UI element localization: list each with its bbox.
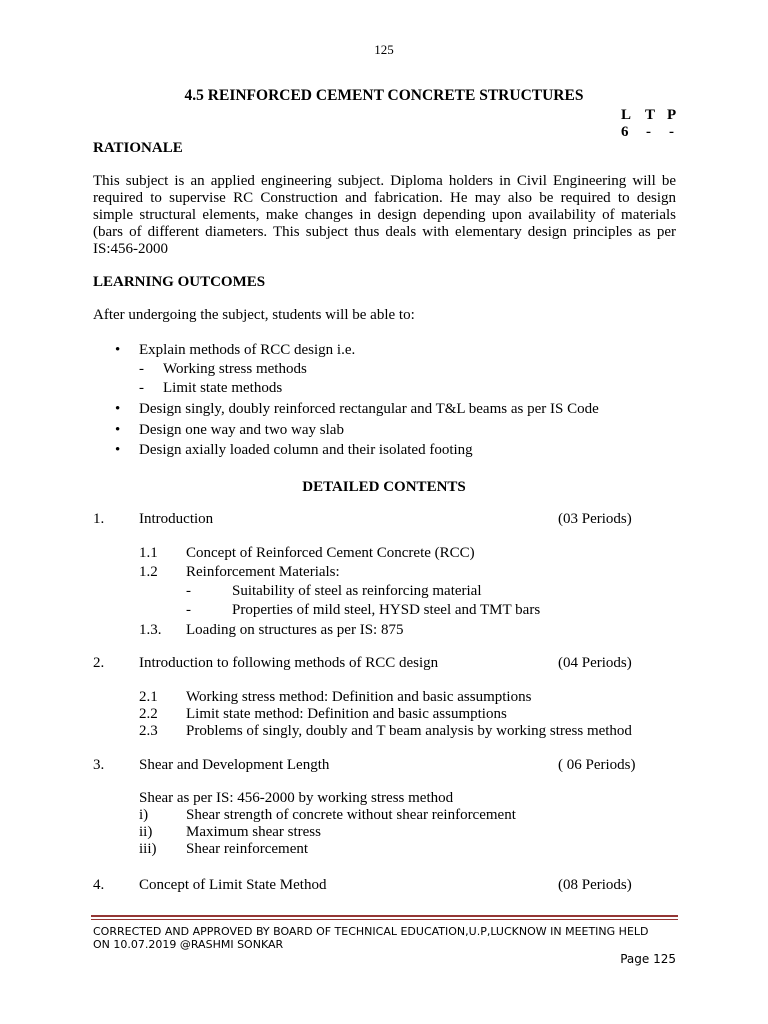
outcome-subitem: Working stress methods [163, 361, 307, 377]
dash-icon: - [186, 583, 191, 599]
unit-title: Concept of Limit State Method [139, 877, 327, 893]
unit-number: 3. [93, 757, 105, 773]
ltp-value-l: 6 [621, 124, 629, 140]
unit-number: 2. [93, 655, 105, 671]
sub-text: Working stress method: Definition and basic assumptions [186, 689, 532, 705]
unit-title: Introduction [139, 511, 214, 527]
sub-text: Limit state method: Definition and basic assumptions [186, 706, 507, 722]
sub-number: 1.3. [139, 622, 162, 638]
sub-text: Loading on structures as per IS: 875 [186, 622, 404, 638]
rationale-line: required to supervise RC Construction and fabrication. He may also be required to design [93, 190, 676, 206]
rationale-heading: RATIONALE [93, 140, 183, 156]
rationale-paragraph [93, 173, 676, 258]
sub-number: 2.2 [139, 706, 158, 722]
sub-text: Concept of Reinforced Cement Concrete (RCC) [186, 545, 475, 561]
unit-periods: (03 Periods) [558, 511, 632, 527]
outcome-subitem: Limit state methods [163, 380, 283, 396]
rationale-line: simple structural elements, make changes in design depending upon availability of materials [93, 207, 676, 223]
unit-number: 1. [93, 511, 105, 527]
rationale-line: This subject is an applied engineering subject. Diploma holders in Civil Engineering will be [93, 173, 676, 189]
sub-text: Maximum shear stress [186, 824, 321, 840]
sub-text: Shear reinforcement [186, 841, 309, 857]
unit-title: Shear and Development Length [139, 757, 330, 773]
dash-icon: - [186, 602, 191, 618]
outcome-item: Design singly, doubly reinforced rectangular and T&L beams as per IS Code [139, 401, 599, 417]
sub-number: 1.2 [139, 564, 158, 580]
bullet-icon: • [115, 401, 121, 417]
dash-item: Suitability of steel as reinforcing material [232, 583, 482, 599]
unit-number: 4. [93, 877, 105, 893]
footer-page-label: Page 125 [620, 952, 676, 966]
footer-line-2: ON 10.07.2019 @RASHMI SONKAR [93, 938, 284, 951]
dash-icon: - [139, 380, 144, 396]
sub-number: i) [139, 807, 149, 823]
page-title: 4.5 REINFORCED CEMENT CONCRETE STRUCTURES [184, 87, 584, 104]
ltp-value-t: - [646, 124, 651, 140]
footer-rule-thin [91, 919, 678, 920]
outcome-item: Design one way and two way slab [139, 422, 344, 438]
sub-text: Shear strength of concrete without shear reinforcement [186, 807, 516, 823]
outcome-item: Design axially loaded column and their isolated footing [139, 442, 473, 458]
learning-outcomes-intro: After undergoing the subject, students will be able to: [93, 307, 415, 323]
unit-intro: Shear as per IS: 456-2000 by working stress method [139, 790, 454, 806]
list-item [115, 342, 120, 359]
footer-line-1: CORRECTED AND APPROVED BY BOARD OF TECHNICAL EDUCATION,U.P,LUCKNOW IN MEETING HELD [93, 925, 649, 938]
unit-periods: (08 Periods) [558, 877, 632, 893]
sub-number: 2.3 [139, 723, 158, 739]
sub-text: Reinforcement Materials: [186, 564, 340, 580]
outcome-item: Explain methods of RCC design i.e. [139, 342, 356, 358]
dash-icon: - [139, 361, 144, 377]
unit-title: Introduction to following methods of RCC design [139, 655, 439, 671]
unit-periods: (04 Periods) [558, 655, 632, 671]
bullet-icon: • [115, 442, 121, 458]
learning-outcomes-heading: LEARNING OUTCOMES [93, 274, 266, 290]
bullet-icon: • [115, 342, 121, 358]
ltp-label-p: P [667, 107, 677, 123]
footer-rule [91, 915, 678, 917]
ltp-label-l: L [621, 107, 632, 123]
ltp-value-p: - [669, 124, 674, 140]
bullet-icon: • [115, 422, 121, 438]
unit-periods: ( 06 Periods) [558, 757, 636, 773]
rationale-line: (bars of different diameters. This subject thus deals with elementary design principles as per [93, 224, 676, 240]
header-page-number: 125 [374, 42, 394, 57]
sub-text: Problems of singly, doubly and T beam analysis by working stress method [186, 723, 632, 739]
detailed-contents-heading: DETAILED CONTENTS [302, 479, 466, 495]
sub-number: 2.1 [139, 689, 158, 705]
sub-number: 1.1 [139, 545, 158, 561]
sub-number: ii) [139, 824, 153, 840]
dash-item: Properties of mild steel, HYSD steel and TMT bars [232, 602, 541, 618]
ltp-label-t: T [645, 107, 656, 123]
rationale-line: IS:456-2000 [93, 241, 168, 257]
sub-number: iii) [139, 841, 157, 857]
